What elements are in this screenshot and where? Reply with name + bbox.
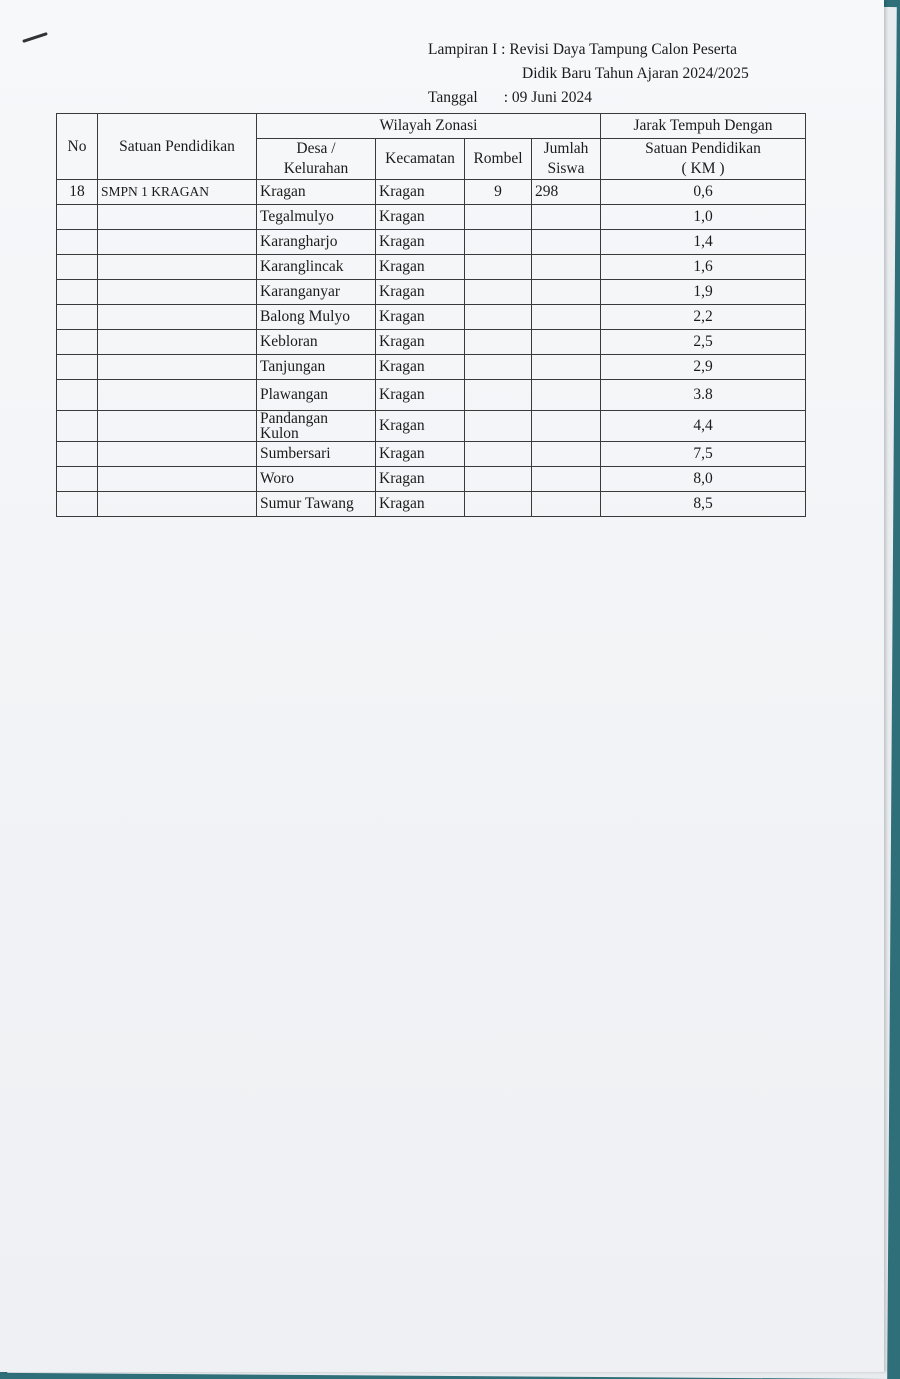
cell-jumlah-empty — [532, 492, 601, 517]
header-jarak-tempuh: Jarak Tempuh Dengan — [601, 114, 806, 139]
cell-rombel-empty — [465, 230, 532, 255]
cell-school-empty — [98, 305, 257, 330]
cell-school: SMPN 1 KRAGAN — [98, 180, 257, 205]
table-row — [57, 355, 806, 380]
header-date — [428, 86, 749, 110]
table-row — [57, 330, 806, 355]
table-row — [57, 492, 806, 517]
cell-jarak: 2,9 — [601, 355, 806, 380]
cell-rombel-empty — [465, 411, 532, 442]
cell-jarak: 8,5 — [601, 492, 806, 517]
header-jarak-sub2: ( KM ) — [681, 160, 725, 177]
cell-jarak: 1,0 — [601, 205, 806, 230]
cell-jumlah-siswa: 298 — [532, 180, 601, 205]
cell-desa: Tegalmulyo — [257, 205, 376, 230]
cell-rombel: 9 — [465, 180, 532, 205]
zonasi-table — [56, 113, 806, 517]
cell-desa: Sumur Tawang — [257, 492, 376, 517]
table-row — [57, 380, 806, 411]
cell-rombel-empty — [465, 330, 532, 355]
cell-jarak: 1,4 — [601, 230, 806, 255]
cell-kecamatan: Kragan — [376, 230, 465, 255]
header-siswa: Siswa — [547, 160, 585, 177]
cell-jumlah-empty — [532, 255, 601, 280]
bleed-through-texture — [180, 560, 780, 655]
header-desa: Desa / — [296, 140, 336, 157]
cell-no-empty — [57, 492, 98, 517]
cell-jarak: 7,5 — [601, 442, 806, 467]
table-header-row-1 — [57, 114, 806, 139]
cell-rombel-empty — [465, 355, 532, 380]
cell-jarak: 2,5 — [601, 330, 806, 355]
cell-no-empty — [57, 280, 98, 305]
cell-desa-line-1: Pandangan — [260, 410, 329, 427]
cell-jarak: 3.8 — [601, 380, 806, 411]
cell-rombel-empty — [465, 205, 532, 230]
cell-no-empty — [57, 230, 98, 255]
cell-jarak: 1,6 — [601, 255, 806, 280]
cell-school-empty — [98, 280, 257, 305]
cell-desa: Karanglincak — [257, 255, 376, 280]
header-line-2: Didik Baru Tahun Ajaran 2024/2025 — [522, 65, 749, 82]
cell-rombel-empty — [465, 467, 532, 492]
cell-school-empty — [98, 330, 257, 355]
cell-jumlah-empty — [532, 442, 601, 467]
cell-rombel-empty — [465, 305, 532, 330]
cell-kecamatan: Kragan — [376, 205, 465, 230]
cell-school-empty — [98, 230, 257, 255]
cell-school-empty — [98, 411, 257, 442]
table-row — [57, 305, 806, 330]
header-jarak-satuan — [601, 139, 806, 180]
table-row — [57, 411, 806, 442]
cell-school-empty — [98, 380, 257, 411]
cell-jumlah-empty — [532, 411, 601, 442]
cell-school-empty — [98, 442, 257, 467]
cell-desa: Tanjungan — [257, 355, 376, 380]
cell-no-empty — [57, 380, 98, 411]
header-line-1: Lampiran I : Revisi Daya Tampung Calon Peserta — [428, 41, 737, 58]
cell-kecamatan: Kragan — [376, 380, 465, 411]
header-jarak-sub1: Satuan Pendidikan — [645, 140, 761, 157]
cell-kecamatan: Kragan — [376, 467, 465, 492]
cell-no-empty — [57, 330, 98, 355]
cell-kecamatan: Kragan — [376, 411, 465, 442]
cell-no-empty — [57, 255, 98, 280]
header-wilayah-zonasi: Wilayah Zonasi — [257, 114, 601, 139]
cell-no-empty — [57, 442, 98, 467]
cell-no-empty — [57, 305, 98, 330]
date-value: : 09 Juni 2024 — [503, 89, 592, 106]
cell-desa: Karanganyar — [257, 280, 376, 305]
cell-jumlah-empty — [532, 355, 601, 380]
table-row — [57, 442, 806, 467]
cell-desa: Sumbersari — [257, 442, 376, 467]
cell-kecamatan: Kragan — [376, 305, 465, 330]
cell-no-empty — [57, 355, 98, 380]
cell-desa: Woro — [257, 467, 376, 492]
header-rombel: Rombel — [465, 139, 532, 180]
table-row — [57, 180, 806, 205]
pen-mark — [22, 32, 48, 43]
table-row — [57, 280, 806, 305]
cell-desa: Plawangan — [257, 380, 376, 411]
cell-school-empty — [98, 467, 257, 492]
cell-jumlah-empty — [532, 230, 601, 255]
cell-school-empty — [98, 255, 257, 280]
cell-desa: Kragan — [257, 180, 376, 205]
header-jumlah: Jumlah — [543, 140, 589, 157]
cell-jumlah-empty — [532, 467, 601, 492]
header-jumlah-siswa — [532, 139, 601, 180]
cell-jumlah-empty — [532, 280, 601, 305]
cell-rombel-empty — [465, 380, 532, 411]
cell-jumlah-empty — [532, 305, 601, 330]
cell-school-empty — [98, 355, 257, 380]
cell-no-empty — [57, 467, 98, 492]
cell-no-empty — [57, 205, 98, 230]
cell-rombel-empty — [465, 255, 532, 280]
cell-kecamatan: Kragan — [376, 442, 465, 467]
cell-jumlah-empty — [532, 330, 601, 355]
cell-rombel-empty — [465, 492, 532, 517]
cell-desa: Karangharjo — [257, 230, 376, 255]
cell-school-empty — [98, 492, 257, 517]
cell-kecamatan: Kragan — [376, 355, 465, 380]
cell-kecamatan: Kragan — [376, 330, 465, 355]
cell-kecamatan: Kragan — [376, 492, 465, 517]
cell-school-empty — [98, 205, 257, 230]
date-label: Tanggal — [428, 89, 478, 106]
cell-kecamatan: Kragan — [376, 255, 465, 280]
cell-jarak: 0,6 — [601, 180, 806, 205]
cell-desa — [257, 411, 376, 442]
document-header — [428, 38, 749, 110]
cell-rombel-empty — [465, 442, 532, 467]
cell-jarak: 2,2 — [601, 305, 806, 330]
header-desa-kelurahan — [257, 139, 376, 180]
cell-jumlah-empty — [532, 380, 601, 411]
cell-jumlah-empty — [532, 205, 601, 230]
header-kecamatan: Kecamatan — [376, 139, 465, 180]
cell-kecamatan: Kragan — [376, 280, 465, 305]
cell-no: 18 — [57, 180, 98, 205]
cell-desa: Balong Mulyo — [257, 305, 376, 330]
cell-desa-line-2: Kulon — [260, 425, 299, 442]
cell-no-empty — [57, 411, 98, 442]
header-satuan-pendidikan: Satuan Pendidikan — [98, 114, 257, 180]
cell-desa: Kebloran — [257, 330, 376, 355]
cell-kecamatan: Kragan — [376, 180, 465, 205]
cell-jarak: 8,0 — [601, 467, 806, 492]
cell-jarak: 4,4 — [601, 411, 806, 442]
cell-jarak: 1,9 — [601, 280, 806, 305]
header-no: No — [57, 114, 98, 180]
table-row — [57, 205, 806, 230]
table-row — [57, 467, 806, 492]
cell-rombel-empty — [465, 280, 532, 305]
table-row — [57, 230, 806, 255]
table-row — [57, 255, 806, 280]
header-kelurahan: Kelurahan — [283, 160, 349, 177]
